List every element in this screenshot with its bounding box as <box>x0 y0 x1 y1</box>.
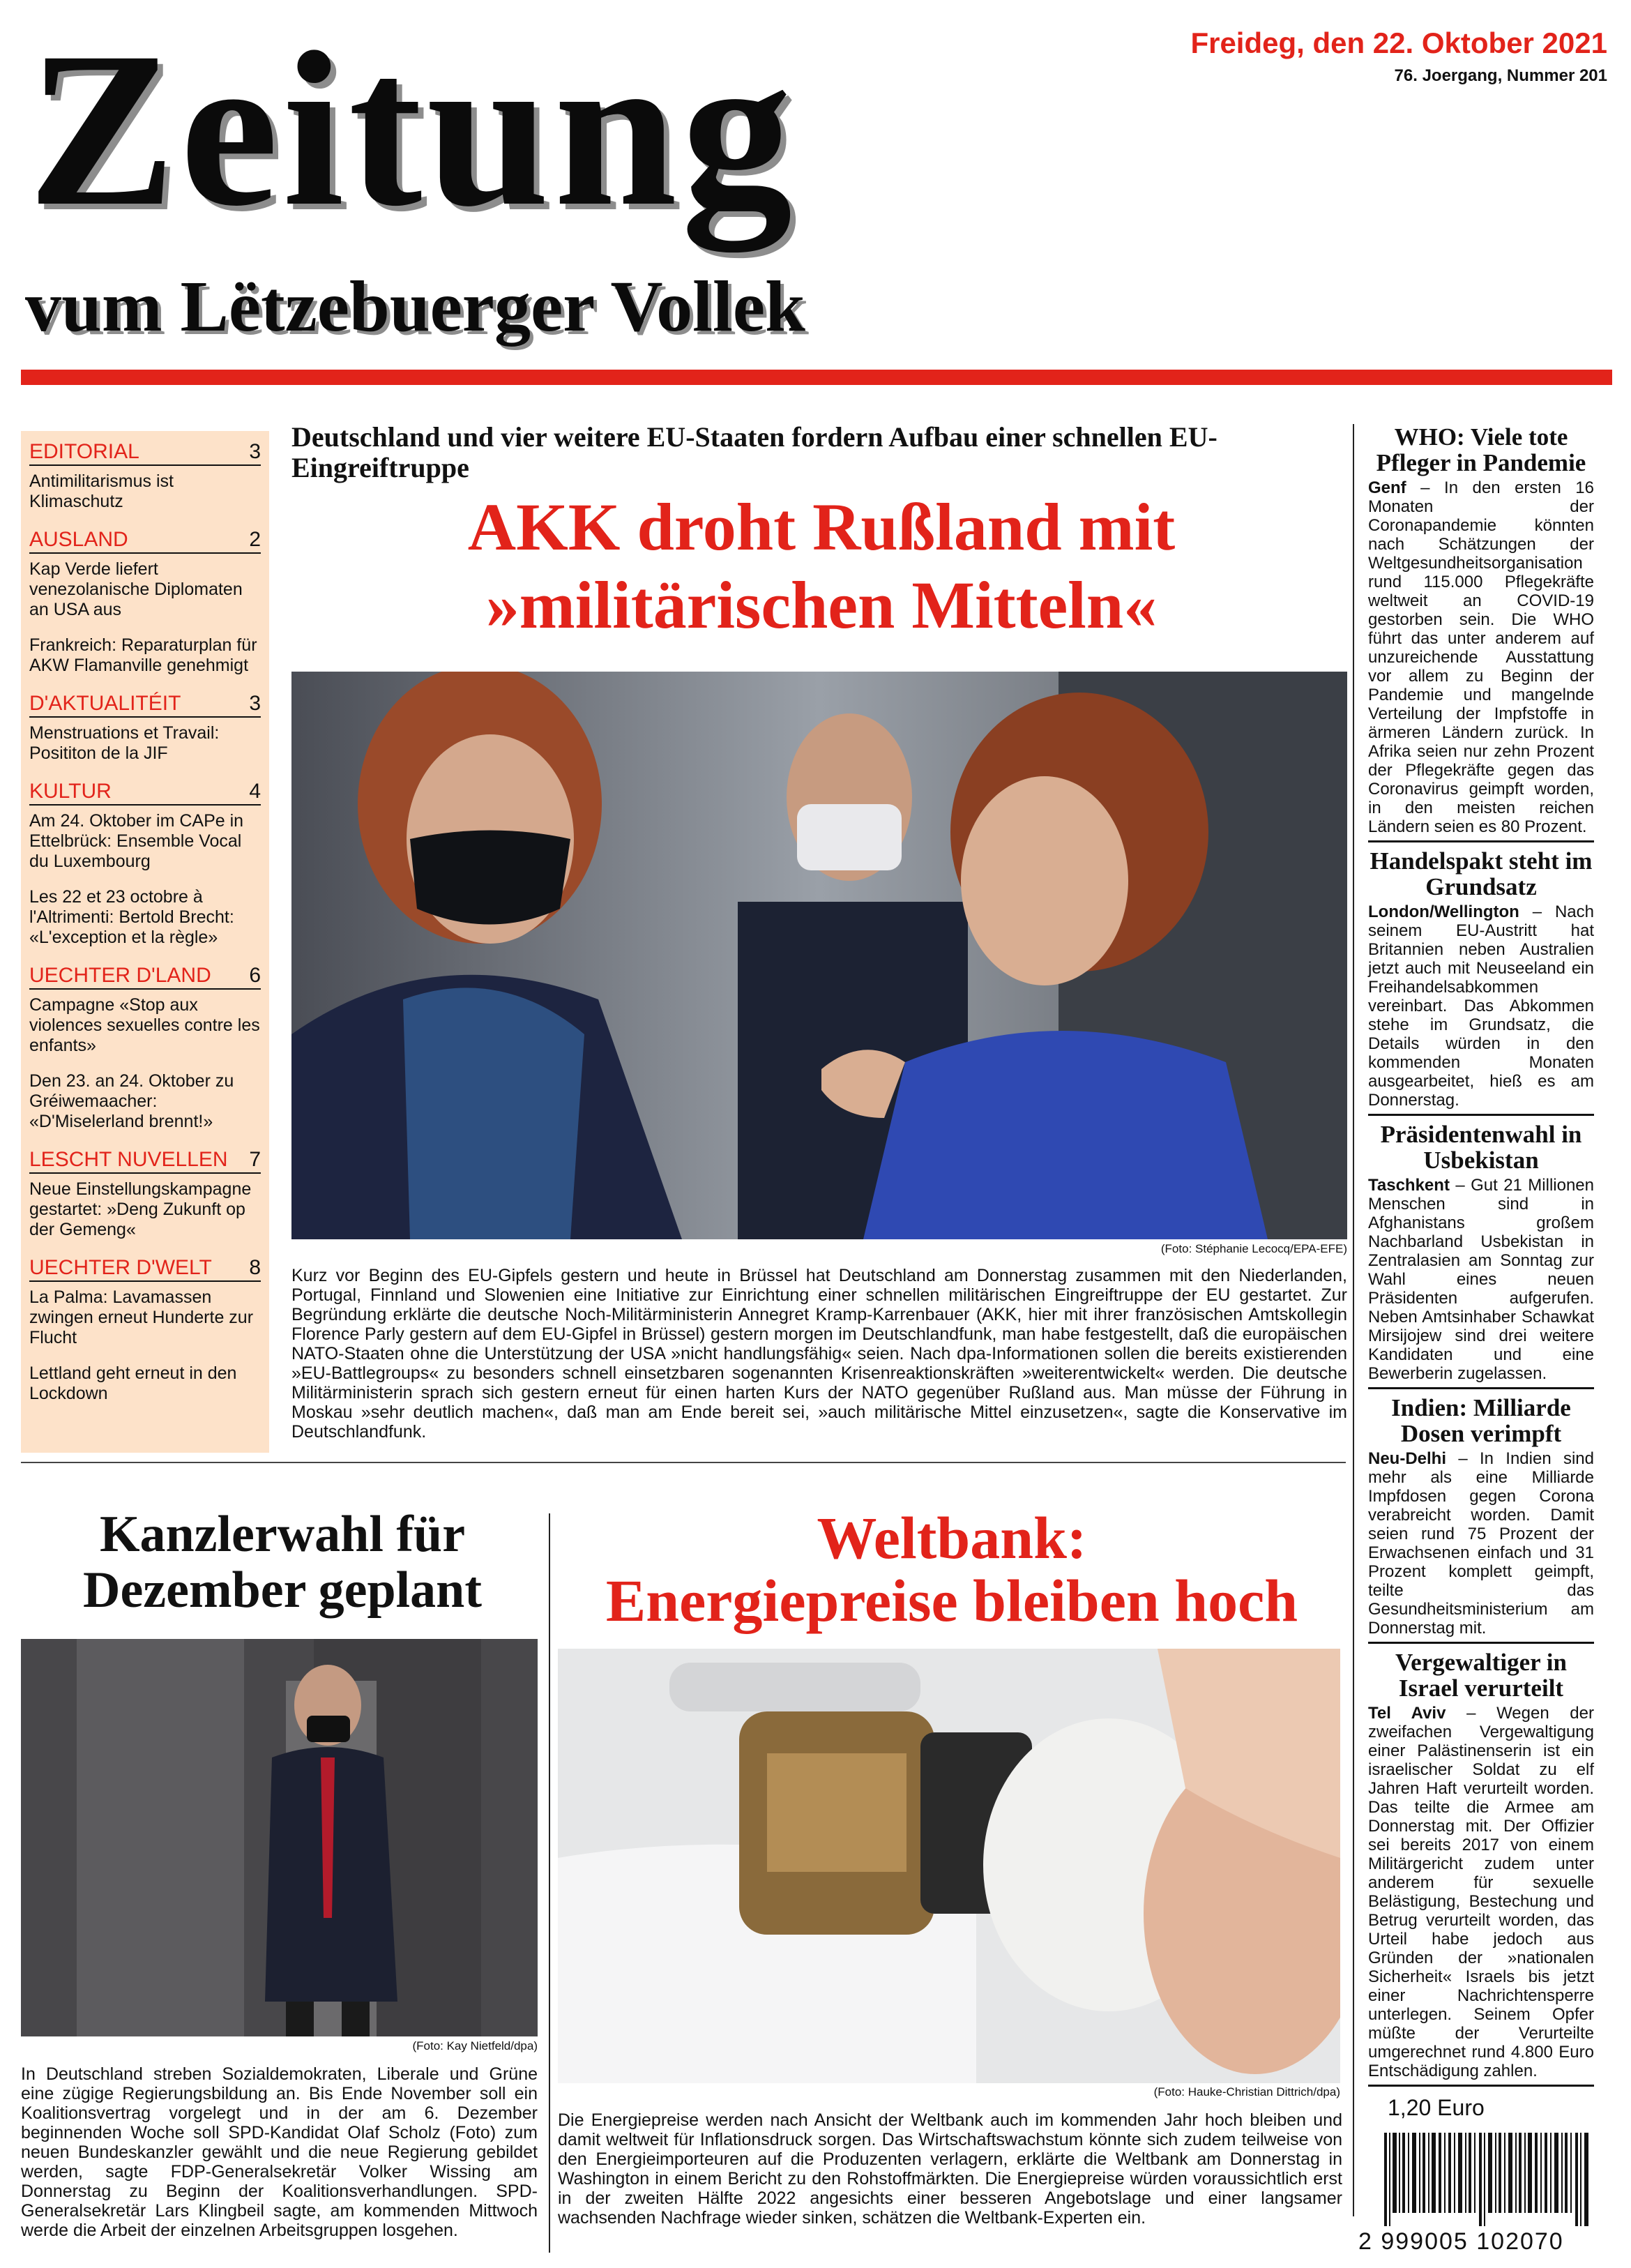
brief-dateline: Tel Aviv <box>1368 1704 1446 1723</box>
index-section[interactable] <box>29 691 261 764</box>
index-item[interactable]: La Palma: Lavamassen zwingen erneut Hunderte zur Flucht <box>29 1287 254 1347</box>
news-briefs-column <box>1368 424 1594 2092</box>
brief-dateline: Neu-Delhi <box>1368 1449 1447 1468</box>
brief-dateline: London/Wellington <box>1368 902 1519 921</box>
issue-date: Freideg, den 22. Oktober 2021 <box>1190 27 1607 59</box>
lead-headline[interactable] <box>291 488 1351 644</box>
index-item[interactable]: Neue Einstellungskampagne gestartet: »Deng Zukunft op der Gemeng« <box>29 1179 252 1239</box>
brief-text: – In den ersten 16 Monaten der Coronapandemie könnten nach Schätzungen der Weltgesundheitsorganisation rund 115.000 Pflegekräfte weltweit an COVID-19 gestorben sein. Die WHO führt das unter anderem auf unzureichende Ausstattung vor allem zu Beginn der Pandemie und mangelnde Verteilung der Impfstoffe in ärmeren Ländern zurück. In Afrika seien nur zehn Prozent der Pflegekräfte gegen das Coronavirus geimpft worden, in den meisten reichen Ländern seien es 80 Prozent. <box>1368 478 1594 836</box>
index-item[interactable]: Campagne «Stop aux violences sexuelles contre les enfants» <box>29 995 260 1055</box>
lead-headline-line: »militärischen Mitteln« <box>485 568 1158 642</box>
news-brief[interactable] <box>1368 1649 1594 2080</box>
kanzler-photo-credit: (Foto: Kay Nietfeld/dpa) <box>412 2039 538 2052</box>
index-item[interactable]: Kap Verde liefert venezolanische Diplomaten an USA aus <box>29 559 243 619</box>
brief-headline[interactable]: WHO: Viele tote Pfleger in Pandemie <box>1376 423 1586 476</box>
index-section[interactable] <box>29 963 261 1132</box>
brief-separator <box>1368 840 1594 842</box>
news-brief[interactable] <box>1368 424 1594 836</box>
kanzler-headline[interactable] <box>28 1506 537 1618</box>
brief-headline[interactable]: Indien: Milliarde Dosen verimpft <box>1391 1394 1571 1447</box>
brief-text: – Wegen der zweifachen Vergewaltigung einer Palästinenserin ist ein israelischer Soldat zu elf Jahren Haft verurteilt worden. Das teilte die Armee am Donnerstag mit. Der Offizier sei bereits 2017 von einem Militärgericht zudem unter anderem für sexuelle Belästigung, Bestechung und Betrug verurteilt worden, das Urteil habe jedoch aus Gründen der »nationalen Sicherheit« Israels bis jetzt einer Nachrichtensperre unterlegen. Seinem Opfer müßte der Verurteilte umgerechnet rund 4.800 Euro Entschädigung zahlen. <box>1368 1704 1594 2080</box>
column-divider <box>1353 424 1354 2216</box>
index-section[interactable] <box>29 527 261 676</box>
index-section[interactable] <box>29 1147 261 1240</box>
brief-headline[interactable]: Präsidentenwahl in Usbekistan <box>1380 1121 1582 1174</box>
index-section-title[interactable]: LESCHT NUVELLEN <box>29 1148 228 1171</box>
news-brief[interactable] <box>1368 848 1594 1110</box>
index-item[interactable]: Menstruations et Travail: Posititon de la JIF <box>29 723 220 763</box>
brief-text: – In Indien sind mehr als eine Milliarde Impfdosen gegen Corona verabreicht worden. Damit seien rund 75 Prozent der Erwachsenen einfach und 31 Prozent komplett geimpft, teilte das Gesundheitsministerium am Donnerstag mit. <box>1368 1449 1594 1638</box>
barcode-number: 2 999005 102070 <box>1358 2228 1564 2255</box>
brief-separator <box>1368 1387 1594 1389</box>
cover-price: 1,20 Euro <box>1388 2095 1485 2120</box>
kanzler-headline-line: Kanzlerwahl für <box>99 1506 466 1563</box>
brief-dateline: Taschkent <box>1368 1176 1450 1195</box>
index-section[interactable] <box>29 779 261 948</box>
news-brief[interactable] <box>1368 1121 1594 1383</box>
index-section[interactable] <box>29 439 261 512</box>
index-item[interactable]: Den 23. an 24. Oktober zu Gréiwemaacher: «D'Miselerland brennt!» <box>29 1071 234 1131</box>
index-section-title[interactable]: D'AKTUALITÉIT <box>29 692 181 715</box>
index-page-number: 8 <box>249 1256 261 1279</box>
brief-text: – Gut 21 Millionen Menschen sind in Afghanistans großem Nachbarland Usbekistan in Zentralasien am Sonntag zur Wahl eines neuen Präsidenten aufgerufen. Neben Amtsinhaber Schawkat Mirsijojew sind drei weitere Kandidaten und eine Bewerberin zugelassen. <box>1368 1176 1594 1383</box>
issue-number: 76. Joergang, Nummer 201 <box>1394 66 1607 85</box>
index-page-number: 4 <box>249 780 261 803</box>
index-item[interactable]: Lettland geht erneut in den Lockdown <box>29 1363 237 1403</box>
weltbank-headline-line: Weltbank: <box>817 1504 1087 1571</box>
weltbank-headline[interactable] <box>558 1506 1346 1632</box>
index-page-number: 7 <box>249 1148 261 1171</box>
masthead-title: Zeitung <box>28 6 797 252</box>
index-section-title[interactable]: UECHTER D'LAND <box>29 964 211 987</box>
index-page-number: 2 <box>249 528 261 551</box>
section-divider <box>21 1462 1346 1463</box>
index-item[interactable]: Frankreich: Reparaturplan für AKW Flamanville genehmigt <box>29 635 257 675</box>
kanzler-headline-line: Dezember geplant <box>83 1562 482 1619</box>
weltbank-photo-credit: (Foto: Hauke-Christian Dittrich/dpa) <box>1153 2085 1340 2099</box>
weltbank-headline-line: Energiepreise bleiben hoch <box>605 1567 1298 1634</box>
masthead-subtitle: vum Lëtzebuerger Vollek <box>25 266 805 347</box>
weltbank-photo[interactable] <box>558 1649 1340 2083</box>
weltbank-body: Die Energiepreise werden nach Ansicht der Weltbank auch im kommenden Jahr hoch bleiben und damit weltweit für Inflationsdruck sorgen. Das Wirtschaftswachstum könnte sich zudem teilweise von den Energieimporteuren auf die Produzenten verlagern, erklärte die Weltbank am Donnerstag in Washington in einem Bericht zu den Rohstoffmärkten. Die Energiepreise würden voraussichtlich erst in der zweiten Hälfte 2022 angesichts einer besseren Angebotslage und einer langsamer wachsenden Nachfrage wieder sinken, schätzen die Weltbank-Experten ein. <box>558 2110 1342 2228</box>
index-section[interactable] <box>29 1255 261 1404</box>
index-section-title[interactable]: KULTUR <box>29 780 112 803</box>
index-page-number: 3 <box>249 692 261 715</box>
brief-separator <box>1368 2085 1594 2087</box>
brief-text: – Nach seinem EU-Austritt hat Britannien neben Australien jetzt auch mit Neuseeland ein Freihandelsabkommen vereinbart. Das Abkommen stehe im Grundsatz, die Details würden in den kommenden Monaten ausgearbeitet, hieß es am Donnerstag. <box>1368 902 1594 1110</box>
brief-headline[interactable]: Handelspakt steht im Grundsatz <box>1370 847 1593 900</box>
index-item[interactable]: Antimilitarismus ist Klimaschutz <box>29 471 174 511</box>
masthead-rule <box>21 370 1612 385</box>
brief-headline[interactable]: Vergewaltiger in Israel verurteilt <box>1395 1649 1567 1702</box>
lead-photo-credit: (Foto: Stéphanie Lecocq/EPA-EFE) <box>1160 1242 1347 1255</box>
index-sidebar <box>21 431 269 1453</box>
kanzler-photo[interactable] <box>21 1639 538 2036</box>
index-page-number: 6 <box>249 964 261 987</box>
index-item[interactable]: Am 24. Oktober im CAPe in Ettelbrück: Ensemble Vocal du Luxembourg <box>29 811 244 871</box>
index-section-title[interactable]: AUSLAND <box>29 528 128 551</box>
kanzler-body: In Deutschland streben Sozialdemokraten, Liberale und Grüne eine zügige Regierungsbildung an. Bis Ende November soll ein Koalitionsvertrag vorgelegt und in der am 6. Dezember beginnenden Woche soll SPD-Kandidat Olaf Scholz (Foto) zum neuen Bundeskanzler gewählt und die neue Regierung gebildet werden, sagte FDP-Generalsekretär Volker Wissing am Donnerstag zu Beginn der Koalitionsverhandlungen. SPD-Generalsekretär Lars Klingbeil sagte, am kommenden Mittwoch werde die Arbeit der einzelnen Arbeitsgruppen losgehen. <box>21 2064 538 2240</box>
index-section-title[interactable]: EDITORIAL <box>29 440 139 463</box>
brief-separator <box>1368 1114 1594 1116</box>
brief-dateline: Genf <box>1368 478 1406 497</box>
lead-body: Kurz vor Beginn des EU-Gipfels gestern und heute in Brüssel hat Deutschland am Donnerstag zusammen mit den Niederlanden, Portugal, Finnland und Slowenien eine Initiative zur Einrichtung einer schnellen militärischen Eingreiftruppe der EU gestartet. Zur Begründung erklärte die deutsche Noch-Militärministerin Annegret Kramp-Karrenbauer (AKK, hier mit ihrer französischen Amtskollegin Florence Parly gestern auf dem EU-Gipfel in Brüssel) gestern morgen im Deutschlandfunk, man habe festgestellt, daß die europäischen NATO-Staaten ohne die Unterstützung der USA »nicht handlungsfähig« seien. Nach dpa-Informationen sollen die bereits existierenden »EU-Battlegroups« zu besonders schnell einsetzbaren sogenannten Krisenreaktionskräften »weiterentwickelt« werden. Die deutsche Militärministerin sprach sich gestern erneut für einen harten Kurs der NATO gegenüber Rußland aus. Man müsse der Führung in Moskau »sehr deutlich machen«, daß man am Ende bereit sei, »auch militärische Mittel einzusetzen«, sagte die Konservative im Deutschlandfunk. <box>291 1266 1347 1442</box>
lead-headline-line: AKK droht Rußland mit <box>467 490 1176 564</box>
lead-photo[interactable] <box>291 672 1347 1239</box>
brief-separator <box>1368 1642 1594 1644</box>
lead-kicker: Deutschland und vier weitere EU-Staaten fordern Aufbau einer schnellen EU-Eingreiftruppe <box>291 421 1217 483</box>
index-item[interactable]: Les 22 et 23 octobre à l'Altrimenti: Bertold Brecht: «L'exception et la règle» <box>29 887 234 947</box>
barcode <box>1384 2133 1593 2226</box>
column-divider <box>549 1513 550 2253</box>
index-section-title[interactable]: UECHTER D'WELT <box>29 1256 212 1279</box>
index-page-number: 3 <box>249 440 261 463</box>
news-brief[interactable] <box>1368 1395 1594 1638</box>
barcode-bars <box>1384 2133 1593 2226</box>
